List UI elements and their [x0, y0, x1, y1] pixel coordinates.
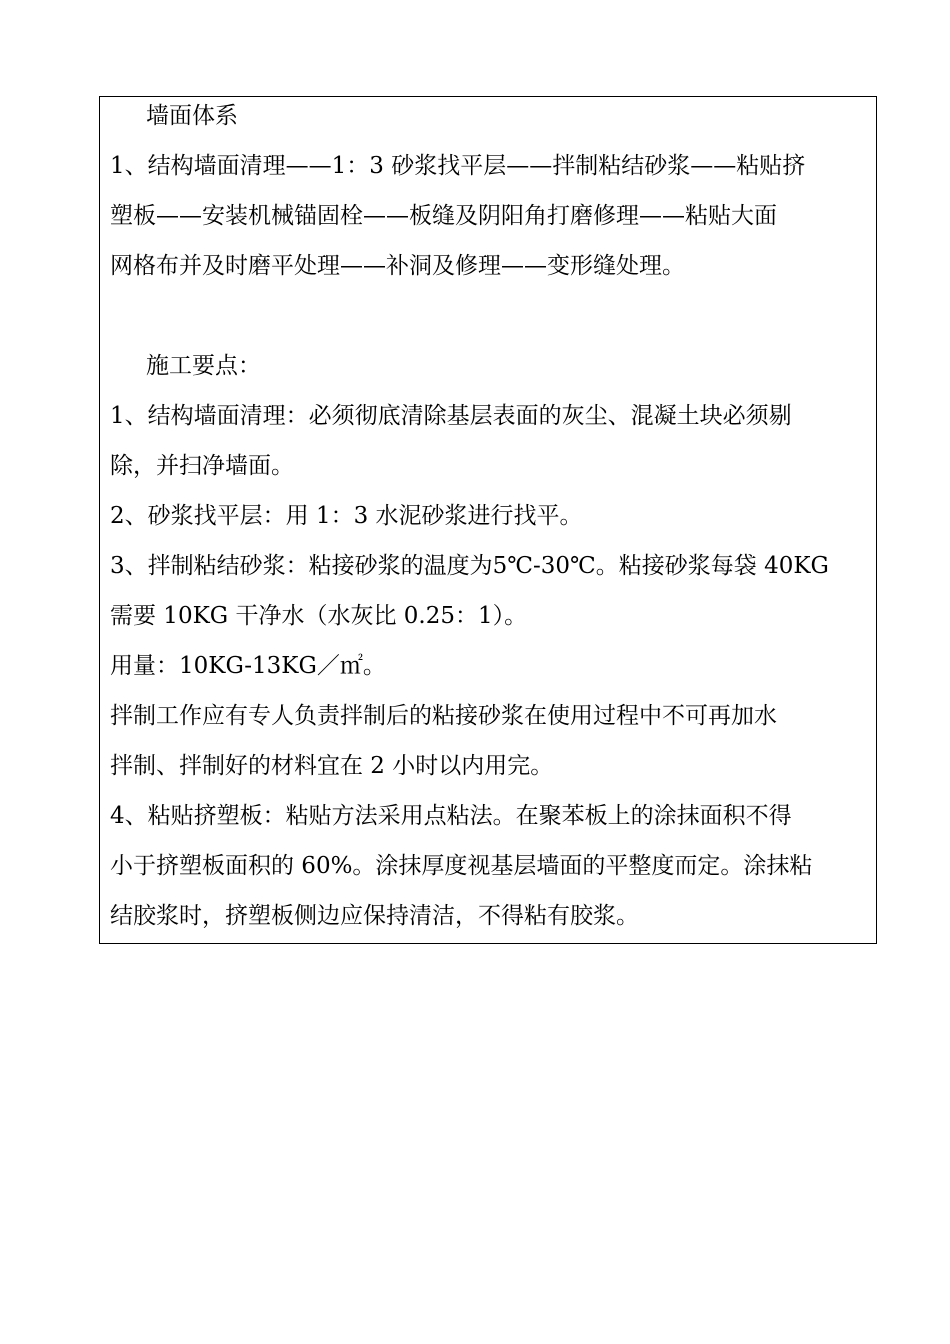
heading-construction-points: 施工要点：	[146, 353, 261, 379]
point-line-5: 需要 10KG 干净水（水灰比 0.25：1）。	[110, 603, 528, 629]
point-line-11: 结胶浆时，挤塑板侧边应保持清洁，不得粘有胶浆。	[110, 903, 639, 929]
point-line-9: 4、粘贴挤塑板：粘贴方法采用点粘法。在聚苯板上的涂抹面积不得	[110, 803, 792, 829]
point-line-1: 1、结构墙面清理：必须彻底清除基层表面的灰尘、混凝土块必须剔	[110, 403, 792, 429]
system-line-2: 塑板——安装机械锚固栓——板缝及阴阳角打磨修理——粘贴大面	[110, 203, 777, 229]
point-line-8: 拌制、拌制好的材料宜在 2 小时以内用完。	[110, 753, 554, 779]
point-line-2: 除，并扫净墙面。	[110, 453, 294, 479]
point-line-3: 2、砂浆找平层：用 1：3 水泥砂浆进行找平。	[110, 503, 583, 529]
system-line-3: 网格布并及时磨平处理——补洞及修理——变形缝处理。	[110, 253, 685, 279]
point-line-7: 拌制工作应有专人负责拌制后的粘接砂浆在使用过程中不可再加水	[110, 703, 777, 729]
point-line-10: 小于挤塑板面积的 60%。涂抹厚度视基层墙面的平整度而定。涂抹粘	[110, 853, 813, 879]
heading-wall-system: 墙面体系	[146, 103, 238, 129]
point-line-6: 用量：10KG-13KG／㎡。	[110, 653, 386, 679]
system-line-1: 1、结构墙面清理——1：3 砂浆找平层——拌制粘结砂浆——粘贴挤	[110, 153, 806, 179]
point-line-4: 3、拌制粘结砂浆：粘接砂浆的温度为5℃-30℃。粘接砂浆每袋 40KG	[110, 553, 829, 579]
